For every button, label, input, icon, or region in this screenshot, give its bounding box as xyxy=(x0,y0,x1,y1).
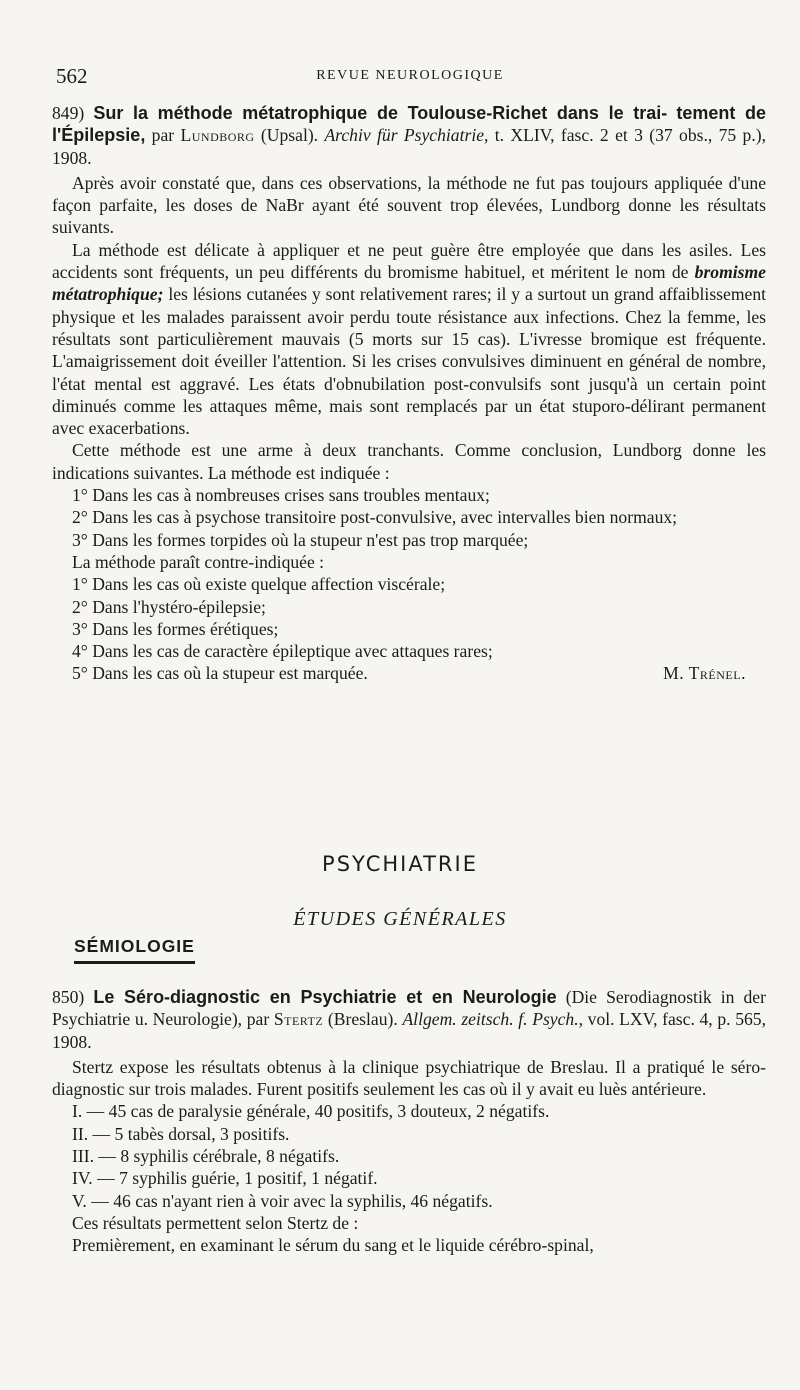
article-849-heading xyxy=(52,102,766,169)
paragraph xyxy=(52,239,766,440)
reference: vol. LXV, fasc. 4, p. 565, 1908. xyxy=(52,1009,766,1052)
by-text: par xyxy=(246,1009,270,1030)
reference: t. XLIV, fasc. 2 et 3 (37 obs., 75 p.), 1908. xyxy=(52,125,766,168)
conclusion-intro: Ces résultats permettent selon Stertz de : xyxy=(72,1212,359,1233)
paragraph-last-line: Premièrement, en examinant le sérum du sang et le liquide cérébro-spinal, xyxy=(72,1235,594,1256)
by-text: par xyxy=(151,125,175,146)
article-number: 850) xyxy=(52,987,85,1007)
contraindication-item: 5° Dans les cas où la stupeur est marquée. xyxy=(72,663,368,684)
contraindication-item: 2° Dans l'hystéro-épilepsie; xyxy=(72,596,266,617)
contraindication-item: 1° Dans les cas où existe quelque affection viscérale; xyxy=(72,574,446,595)
contraindication-intro: La méthode paraît contre-indiquée : xyxy=(72,551,325,572)
paragraph-text: La méthode est délicate à appliquer et ne peut guère être employée que dans les asiles. Les accidents sont fréquents, un peu différents du bromisme habituel, et méritent le nom de xyxy=(52,239,766,283)
article-title: Sur la méthode métatrophique de Toulouse-Richet dans le trai- xyxy=(93,103,668,123)
emphasized-term: bromisme métatrophique; xyxy=(52,262,766,305)
paragraph: Stertz expose les résultats obtenus à la clinique psychiatrique de Breslau. Il a pratiqué le séro-diagnostic sur trois malades. Furent positifs seulement les cas où il y avait eu luès antérieure. xyxy=(52,1056,766,1100)
result-item: I. — 45 cas de paralysie générale, 40 positifs, 3 douteux, 2 négatifs. xyxy=(72,1101,550,1122)
indication-item: 1° Dans les cas à nombreuses crises sans troubles mentaux; xyxy=(72,485,490,506)
paragraph: Après avoir constaté que, dans ces observations, la méthode ne fut pas toujours appliquée d'une façon parfaite, les doses de NaBr ayant été souvent trop élevées, Lundborg donne les résultats suivants. xyxy=(52,172,766,238)
article-849 xyxy=(52,102,766,685)
article-title-cont: tement de l'Épilepsie, xyxy=(52,103,766,146)
original-title: (Die Serodiagnostik in der Psychiatrie u. Neurologie), xyxy=(52,987,766,1030)
author-affiliation: (Upsal). xyxy=(260,125,319,146)
running-title: REVUE NEUROLOGIQUE xyxy=(316,68,504,83)
article-850-heading xyxy=(52,986,766,1053)
paragraph: Cette méthode est une arme à deux tranchants. Comme conclusion, Lundborg donne les indications suivantes. La méthode est indiquée : xyxy=(52,440,766,483)
journal-name: Archiv für Psychiatrie, xyxy=(324,125,489,146)
contraindication-item: 4° Dans les cas de caractère épileptique avec attaques rares; xyxy=(72,641,493,662)
contraindication-item: 3° Dans les formes érétiques; xyxy=(72,618,279,639)
article-title: Le Séro-diagnostic en Psychiatrie et en Neurologie xyxy=(93,987,557,1007)
indication-item: 2° Dans les cas à psychose transitoire post-convulsive, avec intervalles bien normaux; xyxy=(72,507,678,528)
page-header xyxy=(56,64,764,88)
paragraph-text: les lésions cutanées y sont relativement rares; il y a surtout un grand affaiblissement physique et les malades paraissent avoir perdu toute résistance aux infections. Chez la femme, les résultats sont particulièrement mauvais (5 morts sur 15 cas). L'ivresse bromique est fréquente. L'amaigrissement doit éveiller l'attention. Si les crises convulsives diminuent en général de nombre, l'état mental est aggravé. Les états d'obnubilation post-convulsifs sont jusqu'à un certain point diminués comme les attaques même, mais sont remplacés par un état stuporo-délirant permanent avec exacerbations. xyxy=(52,284,766,439)
author-name: Lundborg xyxy=(180,125,255,146)
result-item: III. — 8 syphilis cérébrale, 8 négatifs. xyxy=(72,1146,340,1167)
article-850 xyxy=(52,986,766,1257)
result-item: II. — 5 tabès dorsal, 3 positifs. xyxy=(72,1123,290,1144)
journal-name: Allgem. zeitsch. f. Psych., xyxy=(402,1009,583,1030)
result-item: IV. — 7 syphilis guérie, 1 positif, 1 négatif. xyxy=(72,1168,378,1189)
article-number: 849) xyxy=(52,103,85,123)
author-affiliation: (Breslau). xyxy=(327,1009,398,1030)
last-item-with-signature xyxy=(52,662,766,684)
subsection-title: ÉTUDES GÉNÉRALES xyxy=(293,908,507,930)
indication-item: 3° Dans les formes torpides où la stupeur n'est pas trop marquée; xyxy=(72,529,529,550)
page-number: 562 xyxy=(56,64,88,88)
signature: M. Trénel. xyxy=(663,663,746,684)
author-name: Stertz xyxy=(273,1009,324,1030)
section-title: PSYCHIATRIE xyxy=(322,852,478,876)
result-item: V. — 46 cas n'ayant rien à voir avec la syphilis, 46 négatifs. xyxy=(72,1190,493,1211)
rubric-heading: SÉMIOLOGIE xyxy=(74,936,195,964)
